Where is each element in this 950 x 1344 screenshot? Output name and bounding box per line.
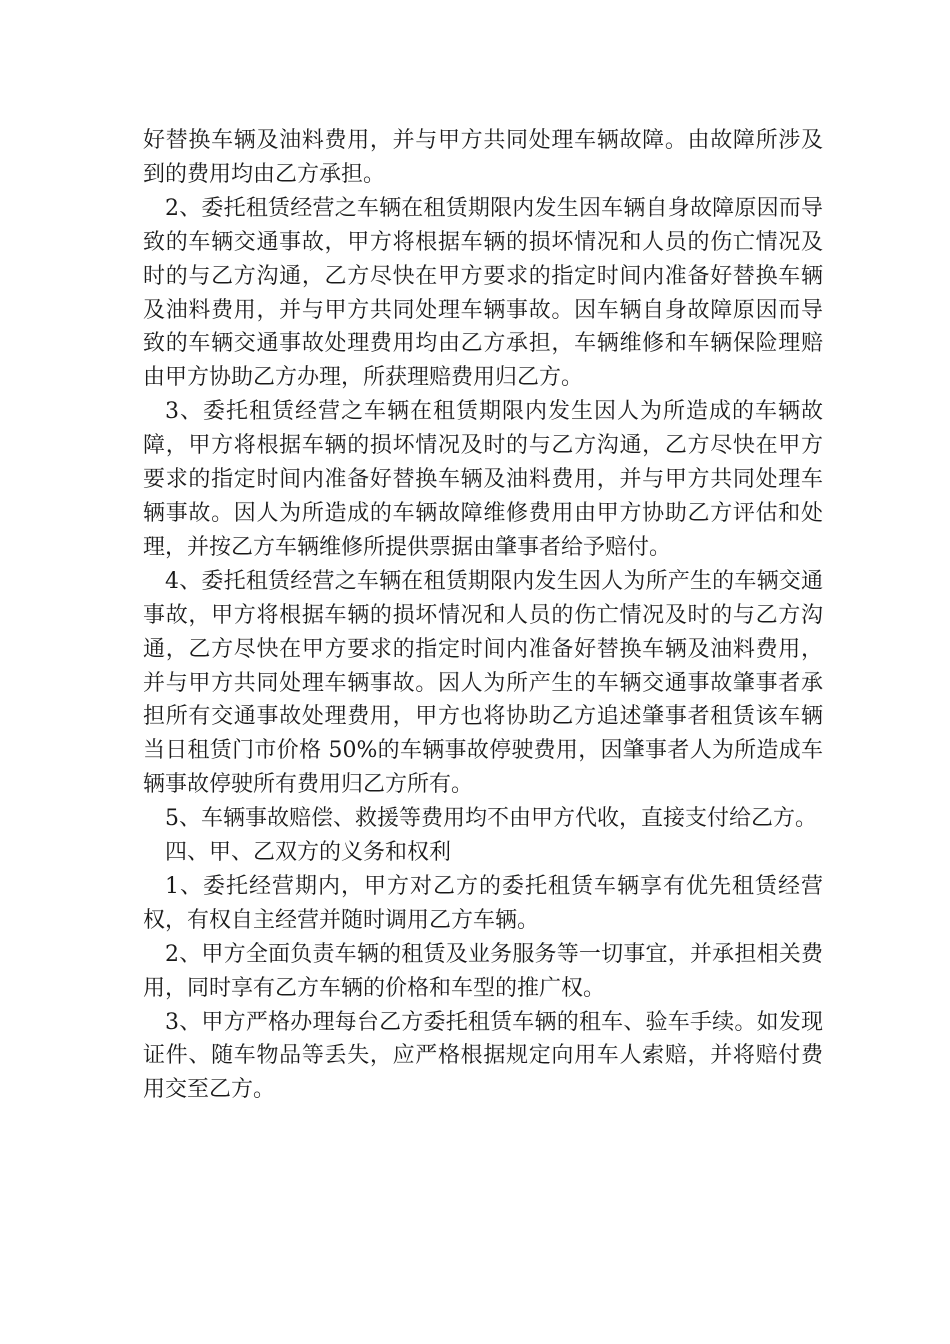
paragraph-obligation-3: 3、甲方严格办理每台乙方委托租赁车辆的租车、验车手续。如发现证件、随车物品等丢失，应严格根据规定向用车人索赔，并将赔付费用交至乙方。	[143, 1009, 823, 1103]
document-body	[143, 124, 823, 1107]
paragraph-clause-4: 4、委托租赁经营之车辆在租赁期限内发生因人为所产生的车辆交通事故，甲方将根据车辆的损坏情况和人员的伤亡情况及时的与乙方沟通，乙方尽快在甲方要求的指定时间内准备好替换车辆及油料费用，并与甲方共同处理车辆事故。因人为所产生的车辆交通事故肇事者承担所有交通事故处理费用，甲方也将协助乙方追述肇事者租赁该车辆当日租赁门市价格 50%的车辆事故停驶费用，因肇事者人为所造成车辆事故停驶所有费用归乙方所有。	[143, 568, 823, 798]
section-heading-rights-obligations: 四、甲、乙双方的义务和权利	[165, 840, 452, 866]
paragraph-clause-2: 2、委托租赁经营之车辆在租赁期限内发生因车辆自身故障原因而导致的车辆交通事故，甲方将根据车辆的损坏情况和人员的伤亡情况及时的与乙方沟通，乙方尽快在甲方要求的指定时间内准备好替换车辆及油料费用，并与甲方共同处理车辆事故。因车辆自身故障原因而导致的车辆交通事故处理费用均由乙方承担，车辆维修和车辆保险理赔由甲方协助乙方办理，所获理赔费用归乙方。	[143, 195, 823, 391]
paragraph-clause-5: 5、车辆事故赔偿、救援等费用均不由甲方代收，直接支付给乙方。	[165, 806, 817, 832]
paragraph-obligation-1: 1、委托经营期内，甲方对乙方的委托租赁车辆享有优先租赁经营权，有权自主经营并随时调用乙方车辆。	[143, 873, 823, 933]
paragraph-obligation-2: 2、甲方全面负责车辆的租赁及业务服务等一切事宜，并承担相关费用，同时享有乙方车辆的价格和车型的推广权。	[143, 941, 823, 1001]
paragraph-clause-3: 3、委托租赁经营之车辆在租赁期限内发生因人为所造成的车辆故障，甲方将根据车辆的损坏情况及时的与乙方沟通，乙方尽快在甲方要求的指定时间内准备好替换车辆及油料费用，并与甲方共同处理车辆事故。因人为所造成的车辆故障维修费用由甲方协助乙方评估和处理，并按乙方车辆维修所提供票据由肇事者给予赔付。	[143, 399, 823, 560]
paragraph-continuation: 好替换车辆及油料费用，并与甲方共同处理车辆故障。由故障所涉及到的费用均由乙方承担。	[143, 128, 823, 187]
